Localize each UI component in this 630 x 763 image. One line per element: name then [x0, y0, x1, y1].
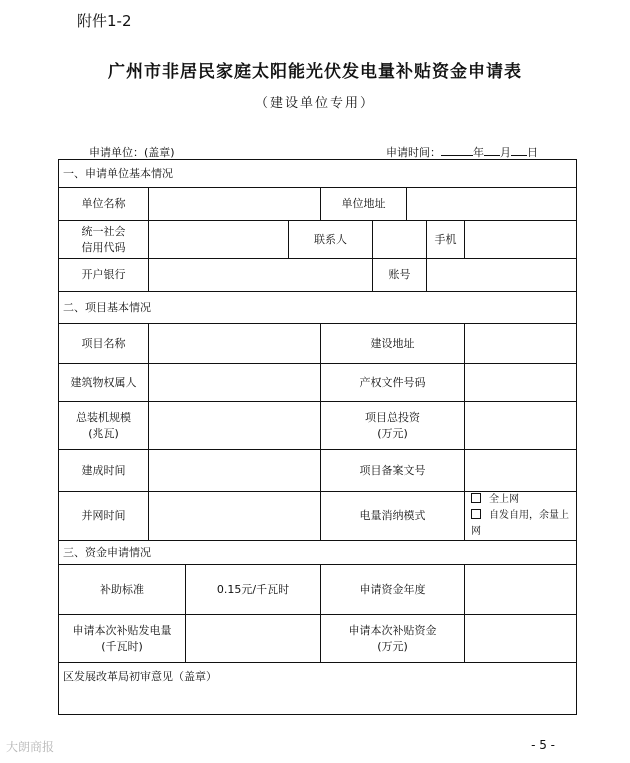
checkbox-icon[interactable] [471, 493, 481, 503]
section3-row [59, 541, 577, 565]
table-row [59, 364, 577, 402]
year-blank[interactable] [441, 145, 473, 156]
contact-field[interactable] [373, 221, 427, 259]
filing-no-label: 项目备案文号 [321, 450, 465, 492]
property-doc-label: 产权文件号码 [321, 364, 465, 402]
account-label: 账号 [373, 259, 427, 292]
credit-code-label-line2: 信用代码 [81, 240, 126, 254]
fund-amount-label [321, 615, 465, 663]
unit-address-field[interactable] [407, 188, 577, 221]
review-opinion-cell[interactable] [59, 663, 577, 715]
capacity-field[interactable] [149, 402, 321, 450]
form-subtitle: （建设单位专用） [254, 96, 375, 111]
credit-code-field[interactable] [149, 221, 289, 259]
consumption-mode-label: 电量消纳模式 [321, 492, 465, 541]
property-doc-field[interactable] [465, 364, 577, 402]
unit-name-field[interactable] [149, 188, 321, 221]
option-self-label: 自发自用，余量上网 [471, 510, 569, 537]
table-row [59, 663, 577, 715]
energy-label [59, 615, 186, 663]
grid-time-field[interactable] [149, 492, 321, 541]
contact-label: 联系人 [289, 221, 373, 259]
investment-label [321, 402, 465, 450]
table-row [59, 188, 577, 221]
checkbox-icon[interactable] [471, 509, 481, 519]
bank-field[interactable] [149, 259, 373, 292]
review-opinion-label: 区发展改革局初审意见（盖章） [63, 670, 217, 683]
completion-time-field[interactable] [149, 450, 321, 492]
filing-no-field[interactable] [465, 450, 577, 492]
fund-amount-field[interactable] [465, 615, 577, 663]
table-row [59, 324, 577, 364]
credit-code-label-line1: 统一社会 [81, 224, 126, 238]
option-full-grid[interactable] [471, 492, 572, 508]
project-name-field[interactable] [149, 324, 321, 364]
owner-field[interactable] [149, 364, 321, 402]
application-date [386, 144, 538, 160]
month-blank[interactable] [484, 145, 500, 156]
attachment-label: 附件1-2 [77, 12, 132, 30]
option-full-label: 全上网 [489, 494, 519, 505]
unit-name-label: 单位名称 [59, 188, 149, 221]
project-name-label: 项目名称 [59, 324, 149, 364]
fund-year-field[interactable] [465, 565, 577, 615]
phone-label: 手机 [427, 221, 465, 259]
day-blank[interactable] [511, 145, 527, 156]
table-row [59, 221, 577, 259]
investment-label-line2: (万元) [377, 426, 408, 440]
build-address-label: 建设地址 [321, 324, 465, 364]
table-row [59, 402, 577, 450]
table-row [59, 259, 577, 292]
credit-code-label [59, 221, 149, 259]
capacity-label [59, 402, 149, 450]
bank-label: 开户银行 [59, 259, 149, 292]
application-time-label: 申请时间： [386, 146, 441, 159]
unit-address-label: 单位地址 [321, 188, 407, 221]
section1-row [59, 160, 577, 188]
option-self-use[interactable] [471, 508, 572, 540]
section2-heading: 二、项目基本情况 [59, 292, 577, 324]
applicant-unit-label: 申请单位：(盖章) [89, 146, 175, 159]
account-field[interactable] [427, 259, 577, 292]
table-row [59, 615, 577, 663]
table-row [59, 565, 577, 615]
energy-field[interactable] [186, 615, 321, 663]
table-row [59, 450, 577, 492]
day-label: 日 [527, 146, 538, 159]
page-number: - 5 - [531, 738, 555, 752]
fund-amount-label-line2: (万元) [377, 639, 408, 653]
section3-heading: 三、资金申请情况 [59, 541, 577, 565]
grid-time-label: 并网时间 [59, 492, 149, 541]
owner-label: 建筑物权属人 [59, 364, 149, 402]
fund-year-label: 申请资金年度 [321, 565, 465, 615]
month-label: 月 [500, 146, 511, 159]
watermark: 大朗商报 [6, 740, 55, 754]
application-form-table [58, 159, 577, 715]
capacity-label-line2: (兆瓦) [88, 426, 119, 440]
completion-time-label: 建成时间 [59, 450, 149, 492]
year-label: 年 [473, 146, 484, 159]
energy-label-line1: 申请本次补贴发电量 [72, 623, 172, 637]
phone-field[interactable] [465, 221, 577, 259]
capacity-label-line1: 总装机规模 [76, 410, 131, 424]
investment-label-line1: 项目总投资 [365, 410, 420, 424]
section2-row [59, 292, 577, 324]
section1-heading: 一、申请单位基本情况 [59, 160, 577, 188]
consumption-mode-options [465, 492, 577, 541]
table-row [59, 492, 577, 541]
investment-field[interactable] [465, 402, 577, 450]
subsidy-standard-label: 补助标准 [59, 565, 186, 615]
form-title: 广州市非居民家庭太阳能光伏发电量补贴资金申请表 [108, 62, 522, 82]
subsidy-standard-value: 0.15元/千瓦时 [186, 565, 321, 615]
build-address-field[interactable] [465, 324, 577, 364]
fund-amount-label-line1: 申请本次补贴资金 [348, 623, 437, 637]
energy-label-line2: (千瓦时) [101, 639, 143, 653]
